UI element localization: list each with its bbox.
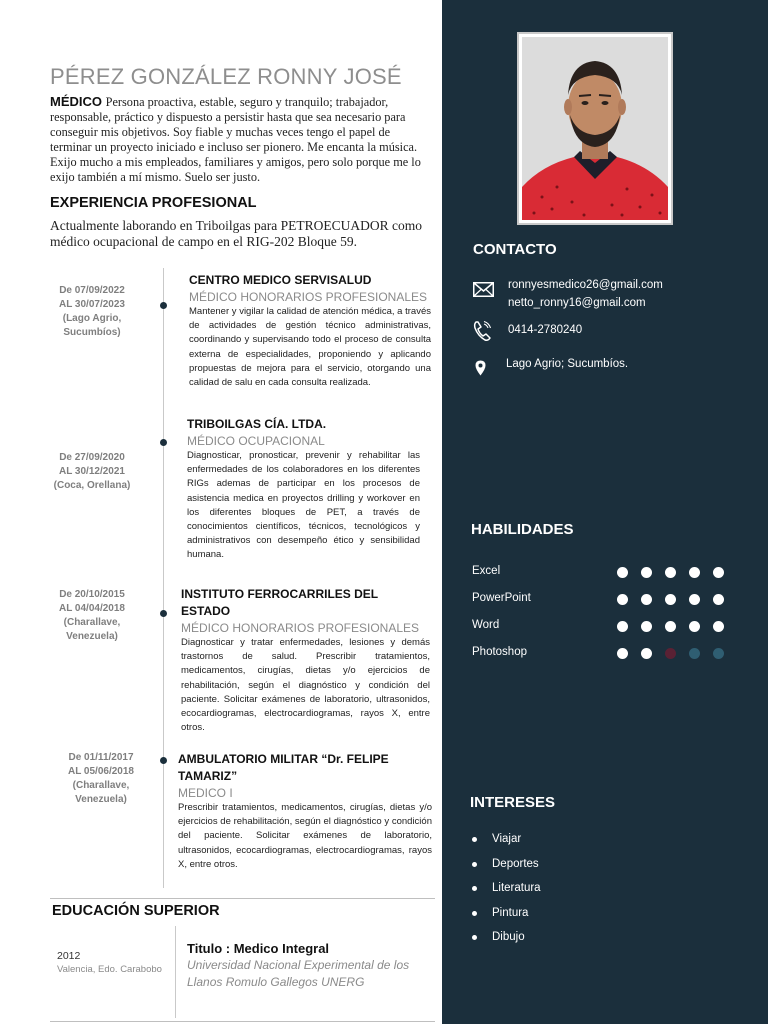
job-title: MÉDICO OCUPACIONAL [187, 434, 325, 448]
job-description: Diagnosticar y tratar enfermedades, lesiones y demás trastornos de salud. Prescribir tratamientos, medicamentos, cirugías, dietas y/o ejercicios de rehabilitación, según el diagnóstico y condición del paciente. Solicitar exámenes de laboratorio, ultrasonidos, ecocardiogramas, electrocardiogramas, rayos X, entre otros. [181, 637, 430, 734]
current-position: Actualmente laborando en Triboilgas para PETROECUADOR como médico ocupacional de campo en el RIG-202 Bloque 59. [50, 218, 422, 249]
job-location: (Charallave, Venezuela) [72, 780, 130, 805]
job-company: CENTRO MEDICO SERVISALUD [189, 273, 372, 287]
job-entry [187, 416, 420, 563]
job-date-from: De 01/11/2017 [68, 752, 134, 763]
section-divider [50, 898, 435, 899]
job-company: TRIBOILGAS CÍA. LTDA. [187, 417, 327, 431]
job-entry [189, 272, 431, 390]
rating-dot-filled [617, 594, 628, 605]
phone-icon [473, 321, 491, 346]
job-date-from: De 20/10/2015 [59, 589, 125, 600]
bullet-icon [472, 935, 477, 940]
skill-row [472, 565, 712, 581]
timeline-dot [160, 610, 167, 617]
rating-dot-filled [641, 567, 652, 578]
timeline-dot [160, 439, 167, 446]
job-date-from: De 27/09/2020 [59, 452, 125, 463]
bullet-icon [472, 886, 477, 891]
job-date-to: AL 05/06/2018 [68, 766, 134, 777]
rating-dot-filled [689, 594, 700, 605]
education-degree: Titulo : Medico Integral [187, 941, 330, 956]
rating-dot-filled [617, 621, 628, 632]
job-date-to: AL 30/12/2021 [59, 466, 125, 477]
job-location: (Lago Agrio, Sucumbíos) [62, 313, 122, 338]
job-date-from: De 07/09/2022 [59, 285, 125, 296]
job-entry [178, 751, 432, 872]
timeline-dot [160, 302, 167, 309]
interest-label: Deportes [492, 858, 539, 870]
skill-name: PowerPoint [472, 592, 531, 604]
education-place: Valencia, Edo. Carabobo [57, 964, 162, 975]
contact-heading: CONTACTO [473, 241, 557, 258]
job-description: Prescribir tratamientos, medicamentos, cirugías, dietas y/o ejercicios de rehabilitación, según el diagnóstico y condición del paciente. Solicitar exámenes de laboratorio, ultrasonidos, ecocardiogramas, electrocardiogramas, rayos X, entre otros. [178, 802, 432, 870]
sidebar-panel [442, 0, 768, 1024]
skill-name: Excel [472, 565, 501, 577]
education-heading: EDUCACIÓN SUPERIOR [52, 903, 220, 919]
education-line [175, 926, 176, 1018]
profile-role: MÉDICO [50, 94, 106, 109]
interests-heading: INTERESES [470, 794, 556, 811]
job-title: MEDICO I [178, 786, 233, 800]
skills-heading: HABILIDADES [471, 521, 574, 538]
contact-email-1[interactable]: ronnyesmedico26@gmail.com [508, 279, 663, 291]
education-year: 2012 [57, 950, 81, 962]
interest-label: Literatura [492, 882, 541, 894]
job-description: Diagnosticar, pronosticar, prevenir y rehabilitar las enfermedades de los colaboradores en los diferentes RIGs ademas de participar en los procesos de asistencia medica en proyectos drilling y workover en los diferentes bloques de PET, a través de conocimientos científicos, técnicos, tecnológicos y administrativos con desempeño ético y sensibilidad humana. [187, 450, 420, 561]
rating-dot-filled [713, 567, 724, 578]
skill-name: Photoshop [472, 646, 527, 658]
timeline-line [163, 268, 164, 888]
rating-dot-filled [713, 621, 724, 632]
location-pin-icon [475, 360, 486, 381]
rating-dot-filled [617, 567, 628, 578]
rating-dot-filled [641, 621, 652, 632]
section-divider [50, 1021, 435, 1022]
profile-photo-frame [517, 32, 673, 225]
job-description: Mantener y vigilar la calidad de atención médica, a través de actividades de gestión técnico administrativas, coordinando y supervisando todo el proceso de consulta externa de especialidades, proponiendo y aplicando propuestas de mejora para el servicio, otorgando una calidad de salu en cada consulta realizada. [189, 306, 431, 389]
interest-label: Dibujo [492, 931, 525, 943]
rating-dot-filled [617, 648, 628, 659]
job-date-to: AL 30/07/2023 [59, 299, 125, 310]
mail-icon [473, 282, 494, 302]
job-title: MÉDICO HONORARIOS PROFESIONALES [189, 290, 428, 304]
job-date-to: AL 04/04/2018 [59, 603, 125, 614]
skill-name: Word [472, 619, 500, 631]
job-dates [46, 751, 156, 807]
job-location: (Coca, Orellana) [53, 480, 131, 491]
job-dates [37, 284, 147, 340]
job-location: (Charallave, Venezuela) [63, 617, 121, 642]
experience-heading: EXPERIENCIA PROFESIONAL [50, 195, 257, 211]
contact-location: Lago Agrio; Sucumbíos. [506, 358, 629, 370]
contact-email-2[interactable]: netto_ronny16@gmail.com [508, 297, 646, 309]
job-dates [37, 588, 147, 644]
rating-dot-filled [713, 594, 724, 605]
education-university: Universidad Nacional Experimental de los Llanos Romulo Gallegos UNERG [187, 958, 410, 989]
rating-dot-filled [665, 621, 676, 632]
interest-label: Pintura [492, 907, 529, 919]
job-dates [37, 451, 147, 493]
job-entry [181, 586, 430, 735]
timeline-dot [160, 757, 167, 764]
rating-dot-filled [665, 567, 676, 578]
rating-dot-empty [689, 648, 700, 659]
rating-dot-empty [713, 648, 724, 659]
skill-row [472, 592, 712, 608]
bullet-icon [472, 911, 477, 916]
interest-label: Viajar [492, 833, 522, 845]
rating-dot-filled [665, 594, 676, 605]
profile-photo [522, 37, 668, 220]
rating-dot-filled [689, 567, 700, 578]
bullet-icon [472, 862, 477, 867]
job-title: MÉDICO HONORARIOS PROFESIONALES [181, 621, 420, 635]
rating-dot-filled [641, 648, 652, 659]
rating-dot-empty [665, 648, 676, 659]
candidate-name: PÉREZ GONZÁLEZ RONNY JOSÉ [50, 64, 402, 89]
skill-row [472, 646, 712, 662]
bullet-icon [472, 837, 477, 842]
contact-phone[interactable]: 0414-2780240 [508, 324, 583, 336]
profile-text: Persona proactiva, estable, seguro y tranquilo; trabajador, responsable, práctico y dispuesto a persistir hasta que sea necesario para conseguir mis objetivos. Soy fiable y muchas veces tengo el papel de terminar un proyecto iniciado e incluso ser pionero. Me encanta la música. Exijo mucho a mis empleados, familiares y amigos, pero solo porque me lo exijo también a mí mismo. Suelo ser justo. [50, 95, 421, 184]
rating-dot-filled [641, 594, 652, 605]
skill-row [472, 619, 712, 635]
profile-summary [50, 94, 422, 185]
rating-dot-filled [689, 621, 700, 632]
job-company: AMBULATORIO MILITAR “Dr. FELIPE TAMARIZ” [178, 752, 389, 783]
job-company: INSTITUTO FERROCARRILES DEL ESTADO [181, 587, 378, 618]
